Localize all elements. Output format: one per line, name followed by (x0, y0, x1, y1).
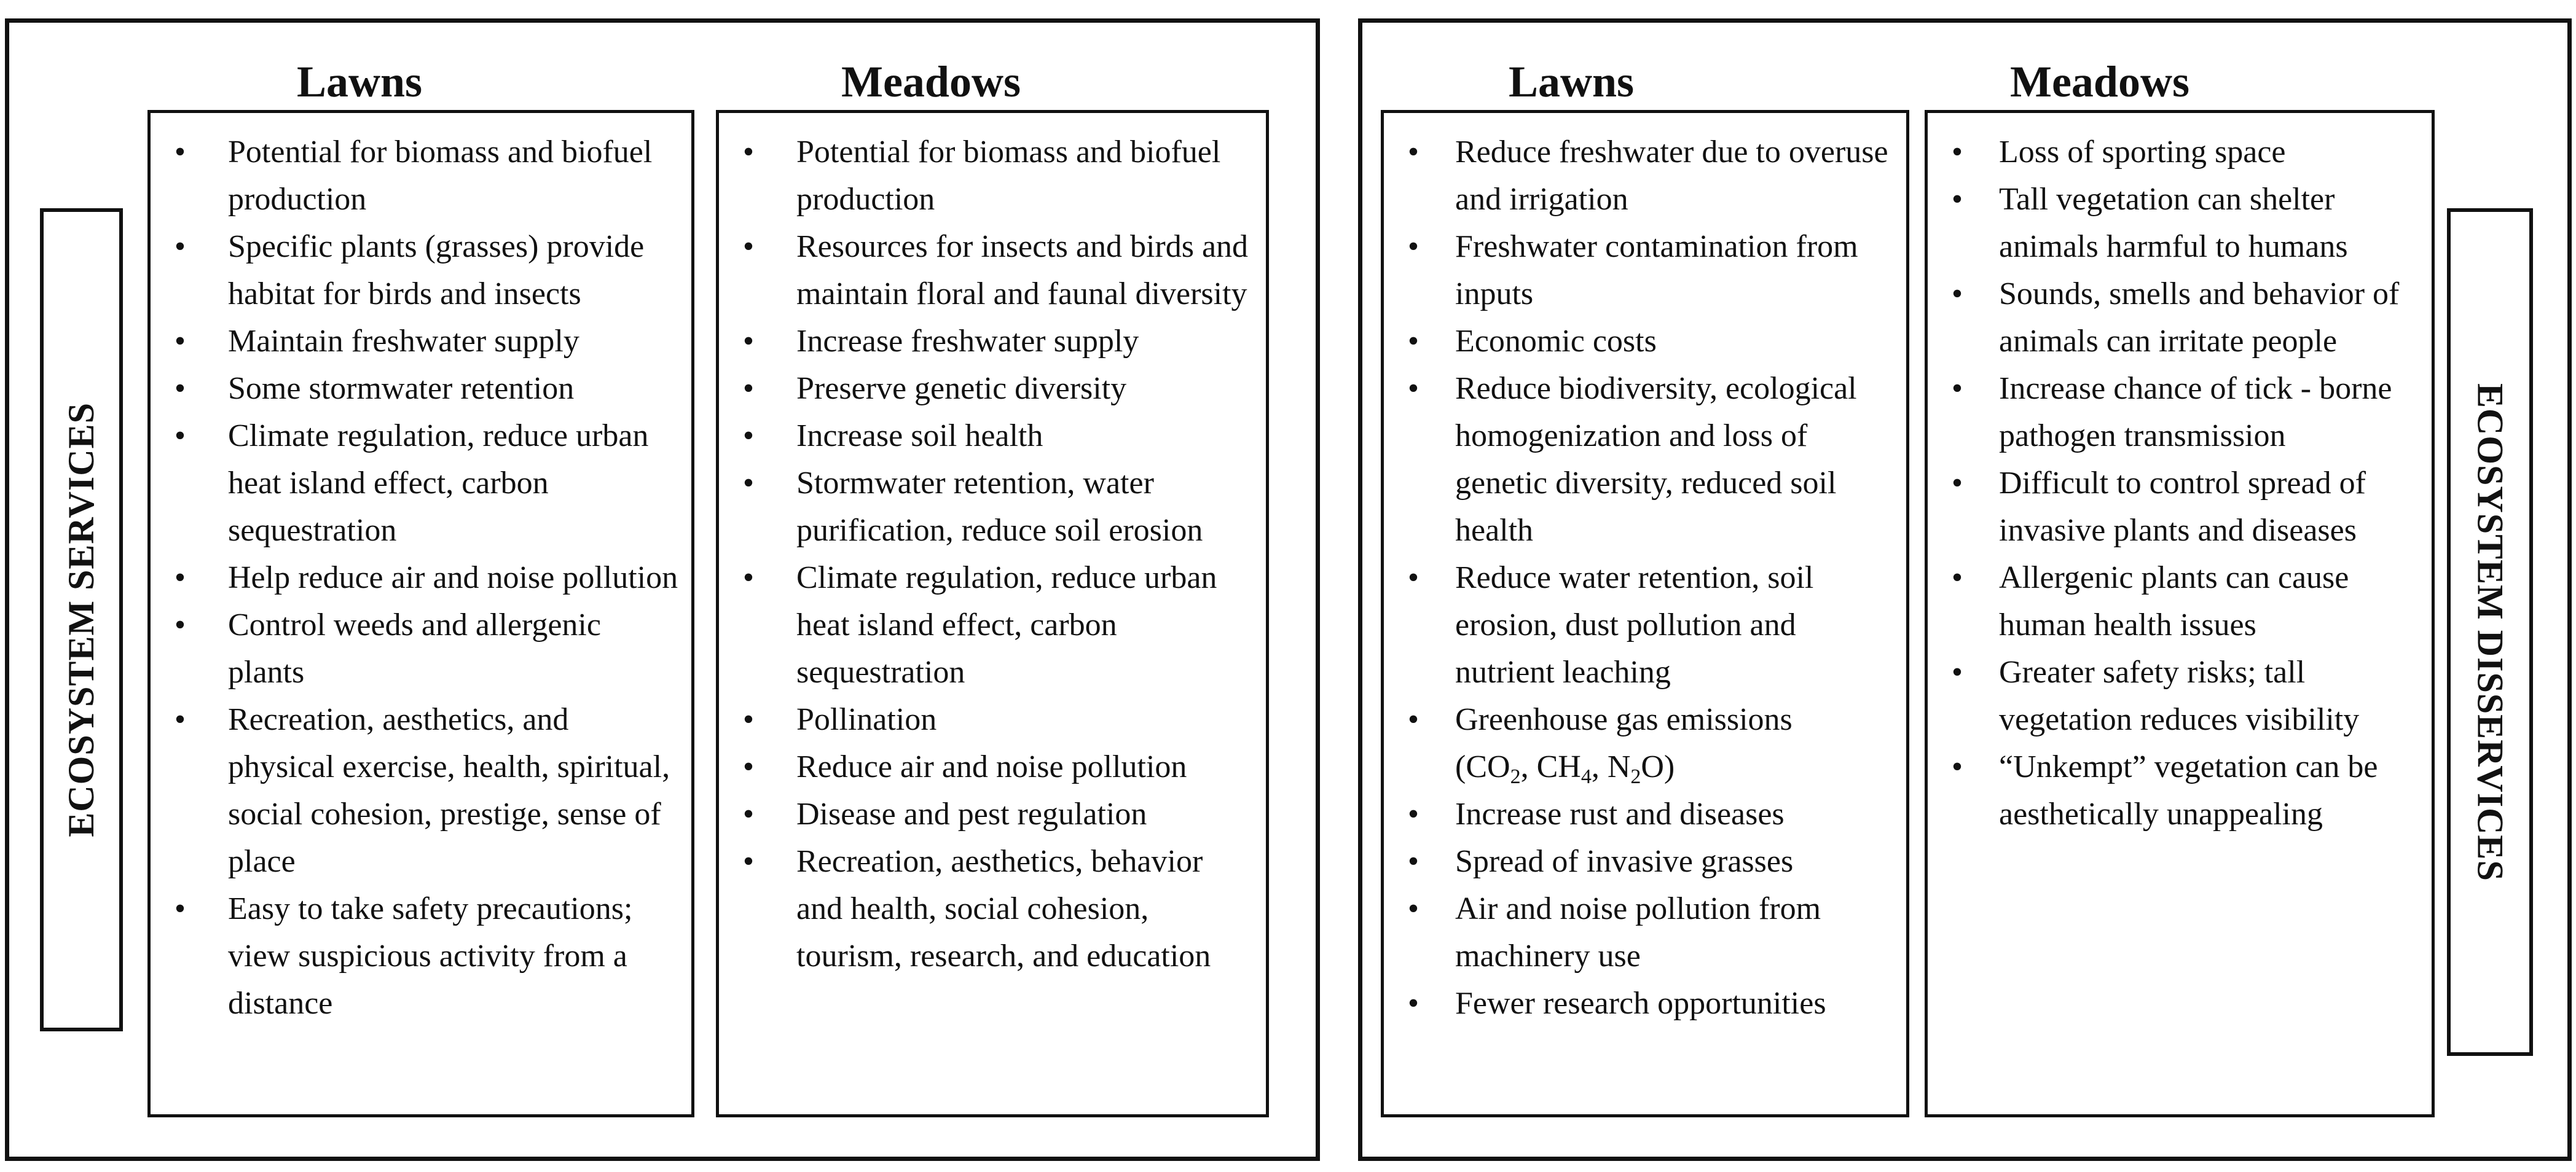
bullet-icon: • (1407, 324, 1420, 359)
list-item: • Increase rust and diseases (1401, 791, 1895, 838)
bullet-icon: • (1951, 655, 1963, 690)
list-item: • Help reduce air and noise pollution (168, 554, 680, 601)
bullet-icon: • (742, 844, 755, 879)
bullet-icon: • (1407, 229, 1420, 264)
bullet-icon: • (1407, 135, 1420, 170)
bullet-icon: • (174, 371, 186, 406)
bullet-icon: • (742, 135, 755, 170)
ecosystem-services-panel (5, 18, 1320, 1161)
bullet-icon: • (1407, 844, 1420, 879)
list-item: • Reduce water retention, soil erosion, dust pollution and nutrient leaching (1401, 554, 1895, 696)
list-item: • Potential for biomass and biofuel production (168, 128, 680, 223)
list-item: • Control weeds and allergenic plants (168, 601, 680, 696)
list-item: • Increase chance of tick - borne pathogen transmission (1945, 365, 2421, 459)
bullet-icon: • (174, 229, 186, 264)
services-meadows-box (716, 110, 1269, 1117)
list-item: • “Unkempt” vegetation can be aesthetically unappealing (1945, 743, 2421, 838)
services-lawns-list (168, 128, 680, 1027)
list-item: • Recreation, aesthetics, behavior and health, social cohesion, tourism, research, and education (736, 838, 1255, 980)
bullet-icon: • (742, 560, 755, 595)
bullet-icon: • (174, 891, 186, 926)
list-item: • Maintain freshwater supply (168, 318, 680, 365)
list-item: • Increase soil health (736, 412, 1255, 459)
services-meadows-title: Meadows (841, 57, 1021, 106)
list-item: • Greater safety risks; tall vegetation reduces visibility (1945, 649, 2421, 743)
disservices-lawns-list (1401, 128, 1895, 1027)
list-item: • Resources for insects and birds and maintain floral and faunal diversity (736, 223, 1255, 318)
disservices-meadows-box (1925, 110, 2435, 1117)
list-item: • Increase freshwater supply (736, 318, 1255, 365)
bullet-icon: • (1407, 371, 1420, 406)
bullet-icon: • (742, 702, 755, 737)
list-item: • Greenhouse gas emissions ($CO_2$, $CH_4$, $N_2O$) (1401, 696, 1895, 791)
bullet-icon: • (1951, 371, 1963, 406)
bullet-icon: • (742, 749, 755, 784)
bullet-icon: • (742, 371, 755, 406)
bullet-icon: • (742, 418, 755, 453)
bullet-icon: • (174, 324, 186, 359)
bullet-icon: • (1951, 560, 1963, 595)
disservices-lawns-box (1381, 110, 1909, 1117)
disservices-meadows-title: Meadows (2010, 57, 2189, 106)
services-lawns-title: Lawns (296, 57, 423, 106)
bullet-icon: • (1407, 797, 1420, 832)
bullet-icon: • (742, 229, 755, 264)
bullet-icon: • (1951, 749, 1963, 784)
list-item: • Fewer research opportunities (1401, 980, 1895, 1027)
list-item: • Some stormwater retention (168, 365, 680, 412)
bullet-icon: • (1407, 560, 1420, 595)
bullet-icon: • (742, 324, 755, 359)
bullet-icon: • (1951, 182, 1963, 217)
list-item: • Easy to take safety precautions; view suspicious activity from a distance (168, 885, 680, 1027)
bullet-icon: • (174, 560, 186, 595)
list-item: • Climate regulation, reduce urban heat island effect, carbon sequestration (168, 412, 680, 554)
ecosystem-disservices-label (2447, 208, 2533, 1056)
list-item: • Allergenic plants can cause human health issues (1945, 554, 2421, 649)
list-item: • Stormwater retention, water purification, reduce soil erosion (736, 459, 1255, 554)
list-item: • Preserve genetic diversity (736, 365, 1255, 412)
bullet-icon: • (1407, 986, 1420, 1021)
bullet-icon: • (174, 135, 186, 170)
list-item: • Potential for biomass and biofuel production (736, 128, 1255, 223)
list-item: • Economic costs (1401, 318, 1895, 365)
list-item: • Reduce biodiversity, ecological homogenization and loss of genetic diversity, reduced soil health (1401, 365, 1895, 554)
list-item: • Disease and pest regulation (736, 791, 1255, 838)
bullet-icon: • (174, 607, 186, 643)
bullet-icon: • (1951, 276, 1963, 311)
bullet-icon: • (742, 466, 755, 501)
bullet-icon: • (1951, 466, 1963, 501)
list-item: • Climate regulation, reduce urban heat island effect, carbon sequestration (736, 554, 1255, 696)
bullet-icon: • (1407, 891, 1420, 926)
services-meadows-list (736, 128, 1255, 980)
bullet-icon: • (1407, 702, 1420, 737)
list-item: • Spread of invasive grasses (1401, 838, 1895, 885)
list-item: • Recreation, aesthetics, and physical exercise, health, spiritual, social cohesion, prestige, sense of place (168, 696, 680, 885)
list-item: • Air and noise pollution from machinery use (1401, 885, 1895, 980)
list-item: • Tall vegetation can shelter animals harmful to humans (1945, 176, 2421, 270)
services-lawns-box (147, 110, 694, 1117)
list-item: • Reduce air and noise pollution (736, 743, 1255, 791)
list-item: • Difficult to control spread of invasive plants and diseases (1945, 459, 2421, 554)
list-item: • Loss of sporting space (1945, 128, 2421, 176)
ecosystem-disservices-panel (1358, 18, 2572, 1161)
bullet-icon: • (1951, 135, 1963, 170)
disservices-meadows-list (1945, 128, 2421, 838)
disservices-lawns-title: Lawns (1508, 57, 1635, 106)
list-item: • Reduce freshwater due to overuse and irrigation (1401, 128, 1895, 223)
list-item: • Specific plants (grasses) provide habitat for birds and insects (168, 223, 680, 318)
bullet-icon: • (174, 702, 186, 737)
ecosystem-disservices-label-text: ECOSYSTEM DISSERVICES (2470, 383, 2511, 881)
list-item: • Pollination (736, 696, 1255, 743)
ecosystem-services-label-text: ECOSYSTEM SERVICES (61, 402, 101, 837)
bullet-icon: • (174, 418, 186, 453)
ghg-formula: ($CO_2$, $CH_4$, $N_2O$) (1455, 749, 1675, 788)
ecosystem-services-label (40, 208, 123, 1031)
bullet-icon: • (742, 797, 755, 832)
list-item: • Freshwater contamination from inputs (1401, 223, 1895, 318)
list-item: • Sounds, smells and behavior of animals can irritate people (1945, 270, 2421, 365)
